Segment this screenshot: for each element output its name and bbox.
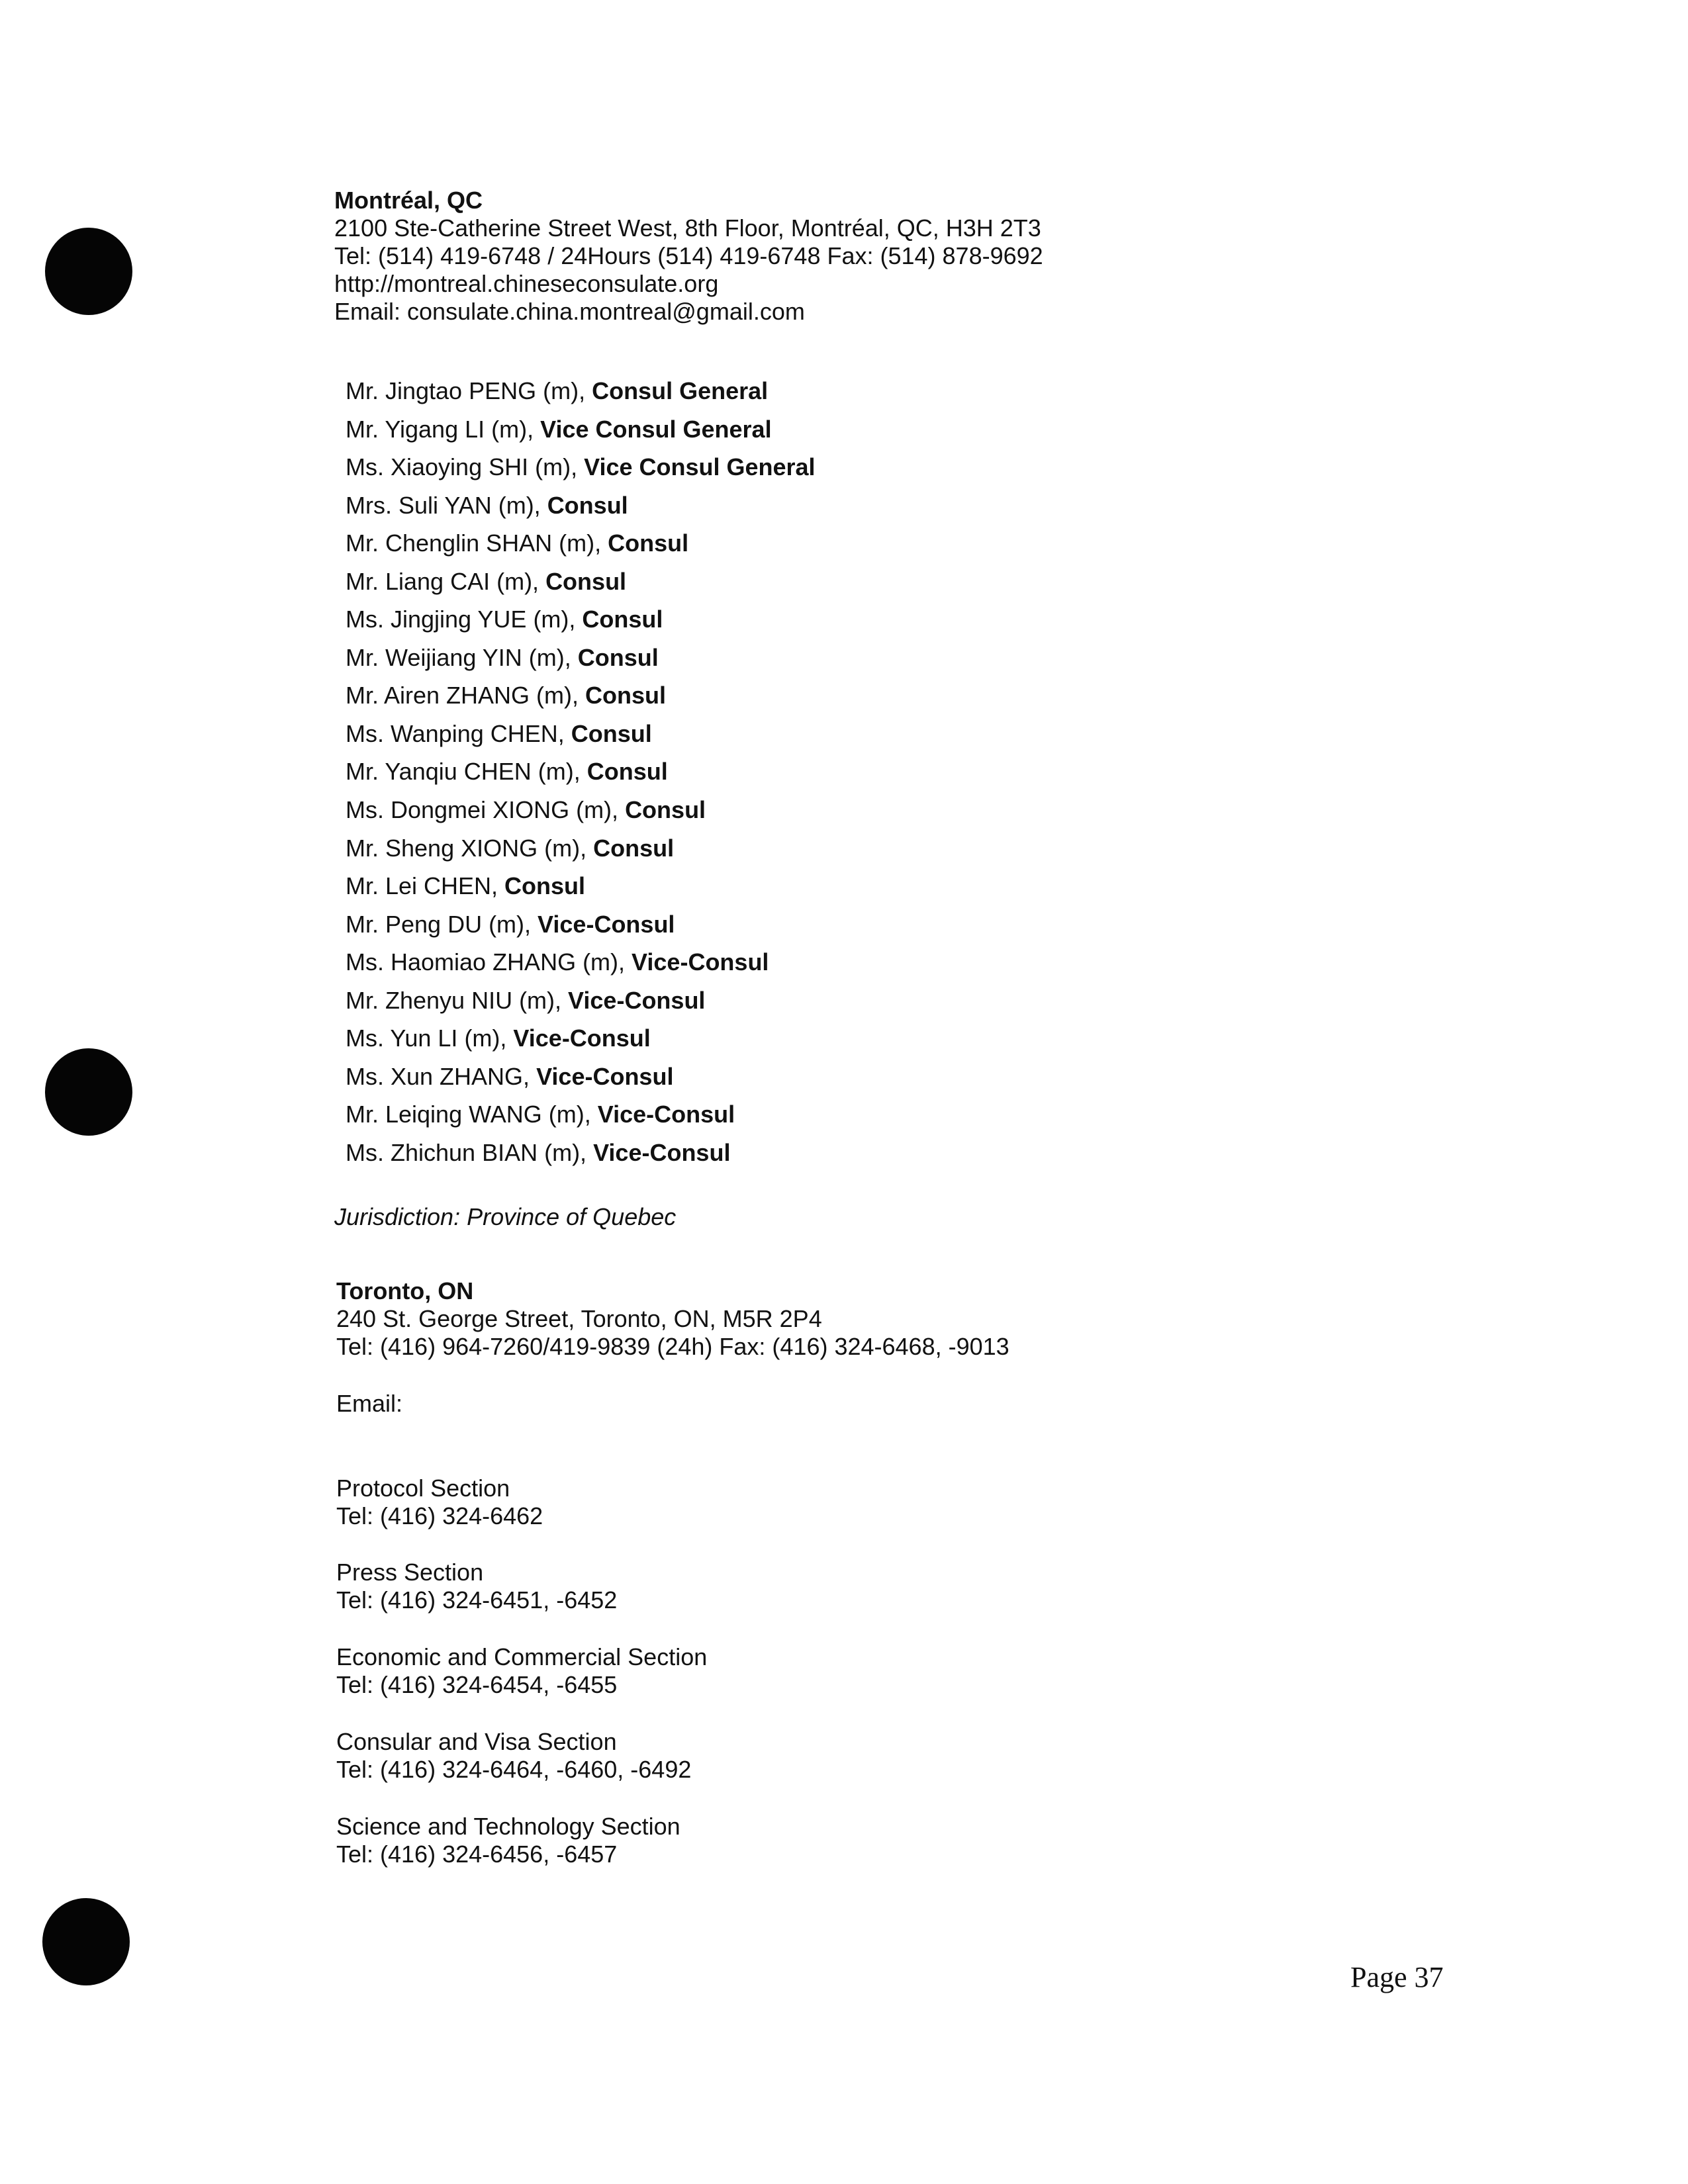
staff-title: Consul — [593, 834, 675, 862]
toronto-heading: Toronto, ON — [336, 1277, 474, 1304]
staff-row — [346, 676, 816, 715]
montreal-contact-block — [334, 187, 1043, 326]
staff-title: Vice-Consul — [632, 948, 769, 976]
montreal-tel: Tel: (514) 419-6748 / 24Hours (514) 419-6748 Fax: (514) 878-9692 — [334, 242, 1043, 269]
section-tel: Tel: (416) 324-6464, -6460, -6492 — [336, 1756, 692, 1783]
staff-row — [346, 943, 816, 981]
staff-title: Vice-Consul — [536, 1062, 674, 1090]
staff-title: Consul — [504, 872, 586, 900]
section-tel: Tel: (416) 324-6451, -6452 — [336, 1586, 618, 1614]
punch-hole-top — [45, 228, 132, 315]
staff-row — [346, 1019, 816, 1058]
montreal-heading: Montréal, QC — [334, 187, 483, 214]
section-tel: Tel: (416) 324-6454, -6455 — [336, 1671, 618, 1698]
staff-row — [346, 448, 816, 486]
staff-row — [346, 715, 816, 753]
staff-name: Ms. Jingjing YUE (m), — [346, 606, 583, 633]
staff-title: Consul — [545, 567, 627, 595]
section-tel: Tel: (416) 324-6456, -6457 — [336, 1841, 618, 1868]
staff-row — [346, 639, 816, 677]
staff-name: Ms. Haomiao ZHANG (m), — [346, 948, 632, 976]
toronto-email: Email: — [336, 1390, 403, 1417]
staff-title: Vice-Consul — [593, 1138, 731, 1166]
staff-name: Ms. Dongmei XIONG (m), — [346, 796, 626, 824]
staff-name: Mr. Yanqiu CHEN (m), — [346, 758, 587, 786]
staff-row — [346, 524, 816, 563]
punch-hole-bottom — [42, 1898, 130, 1985]
section-name: Science and Technology Section — [336, 1813, 680, 1840]
staff-row — [346, 1095, 816, 1134]
staff-name: Ms. Xun ZHANG, — [346, 1062, 537, 1090]
staff-row — [346, 563, 816, 601]
staff-row — [346, 791, 816, 829]
staff-row — [346, 600, 816, 639]
staff-name: Mr. Leiqing WANG (m), — [346, 1101, 598, 1128]
toronto-section — [336, 1643, 707, 1699]
section-tel: Tel: (416) 324-6462 — [336, 1502, 543, 1529]
staff-title: Vice Consul General — [584, 453, 816, 481]
staff-row — [346, 829, 816, 868]
staff-title: Consul — [586, 758, 668, 786]
staff-name: Ms. Wanping CHEN, — [346, 719, 571, 747]
toronto-section — [336, 1475, 543, 1530]
staff-name: Mrs. Suli YAN (m), — [346, 491, 547, 519]
staff-name: Mr. Sheng XIONG (m), — [346, 834, 594, 862]
toronto-contact-block — [336, 1277, 1009, 1361]
staff-name: Mr. Zhenyu NIU (m), — [346, 986, 569, 1014]
staff-row — [346, 981, 816, 1020]
toronto-address: 240 St. George Street, Toronto, ON, M5R 2P4 — [336, 1305, 822, 1332]
staff-row — [346, 1058, 816, 1096]
staff-title: Consul General — [592, 377, 769, 404]
staff-row — [346, 905, 816, 944]
staff-name: Mr. Airen ZHANG (m), — [346, 682, 586, 709]
section-name: Economic and Commercial Section — [336, 1643, 708, 1670]
staff-name: Mr. Liang CAI (m), — [346, 567, 546, 595]
montreal-jurisdiction: Jurisdiction: Province of Quebec — [334, 1203, 677, 1230]
toronto-section — [336, 1559, 617, 1614]
staff-name: Ms. Xiaoying SHI (m), — [346, 453, 585, 481]
montreal-staff-list — [346, 372, 816, 1171]
staff-row — [346, 1134, 816, 1172]
staff-row — [346, 752, 816, 791]
staff-title: Vice-Consul — [513, 1024, 651, 1052]
montreal-address: 2100 Ste-Catherine Street West, 8th Floor, Montréal, QC, H3H 2T3 — [334, 214, 1041, 242]
staff-name: Mr. Yigang LI (m), — [346, 415, 541, 443]
staff-row — [346, 372, 816, 410]
staff-title: Consul — [585, 682, 667, 709]
toronto-section — [336, 1813, 680, 1868]
staff-name: Mr. Lei CHEN, — [346, 872, 505, 900]
staff-title: Consul — [547, 491, 628, 519]
staff-name: Mr. Weijiang YIN (m), — [346, 643, 578, 671]
toronto-section — [336, 1728, 691, 1784]
staff-name: Ms. Yun LI (m), — [346, 1024, 514, 1052]
staff-title: Vice-Consul — [568, 986, 706, 1014]
punch-hole-middle — [45, 1048, 132, 1136]
section-name: Protocol Section — [336, 1475, 510, 1502]
staff-row — [346, 867, 816, 905]
staff-title: Consul — [608, 529, 689, 557]
staff-name: Ms. Zhichun BIAN (m), — [346, 1138, 594, 1166]
toronto-tel: Tel: (416) 964-7260/419-9839 (24h) Fax: (416) 324-6468, -9013 — [336, 1333, 1009, 1360]
page-number: Page 37 — [1350, 1961, 1444, 1993]
section-name: Consular and Visa Section — [336, 1728, 617, 1755]
staff-title: Vice-Consul — [597, 1101, 735, 1128]
staff-title: Consul — [582, 606, 663, 633]
staff-title: Vice-Consul — [538, 910, 675, 938]
staff-name: Mr. Jingtao PENG (m), — [346, 377, 592, 404]
staff-title: Consul — [625, 796, 706, 824]
staff-name: Mr. Peng DU (m), — [346, 910, 538, 938]
staff-name: Mr. Chenglin SHAN (m), — [346, 529, 608, 557]
montreal-email: Email: consulate.china.montreal@gmail.com — [334, 298, 805, 325]
staff-title: Consul — [577, 643, 659, 671]
montreal-website: http://montreal.chineseconsulate.org — [334, 270, 719, 297]
staff-title: Consul — [571, 719, 652, 747]
staff-row — [346, 486, 816, 525]
section-name: Press Section — [336, 1559, 484, 1586]
staff-title: Vice Consul General — [540, 415, 772, 443]
staff-row — [346, 410, 816, 449]
